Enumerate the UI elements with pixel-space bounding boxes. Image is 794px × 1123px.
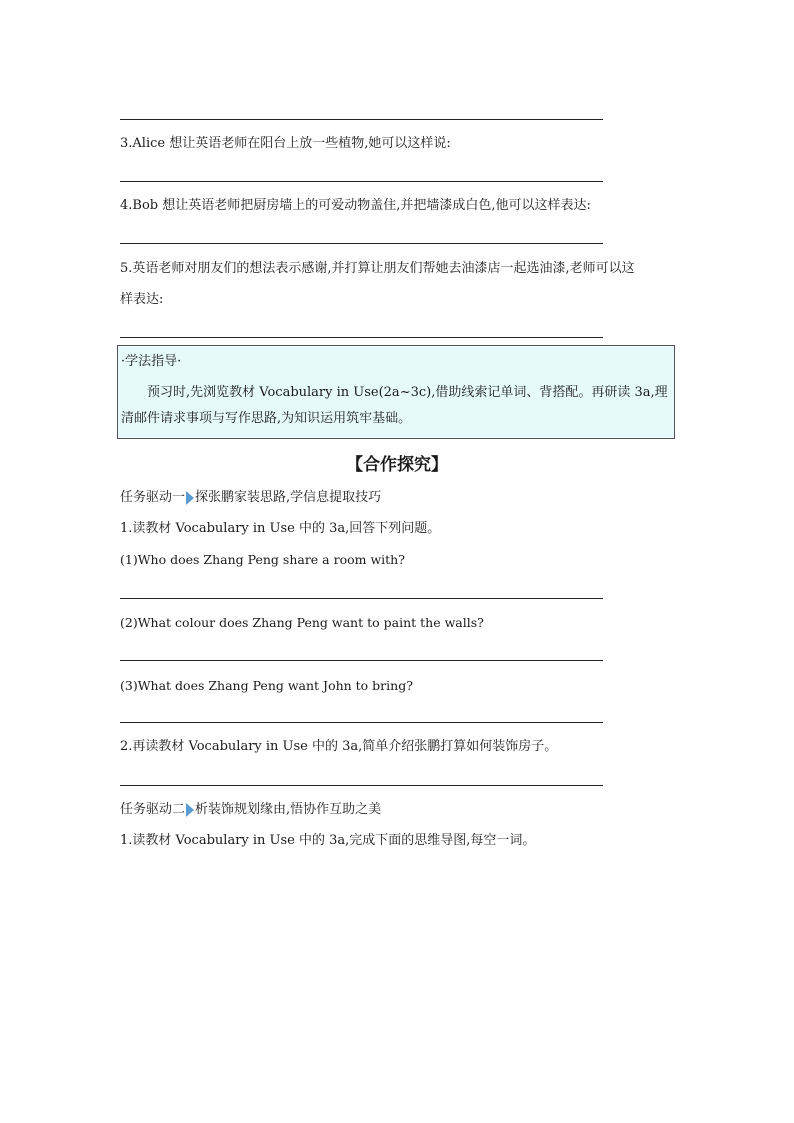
- answer-line-task1-q3[interactable]: [120, 722, 603, 723]
- task-1-question-3: (3)What does Zhang Peng want John to bring?: [120, 678, 413, 693]
- answer-line-task1-q1[interactable]: [120, 598, 603, 599]
- task-2-item-1: 1.读教材 Vocabulary in Use 中的 3a,完成下面的思维导图,每空一词。: [120, 833, 536, 848]
- task-1-item-1: 1.读教材 Vocabulary in Use 中的 3a,回答下列问题。: [120, 521, 441, 536]
- task-2-title: 析装饰规划缘由,悟协作互助之美: [195, 802, 382, 817]
- task-2-prefix: 任务驱动二: [120, 802, 186, 817]
- study-guide-box: [117, 345, 675, 439]
- task-2-heading: [120, 800, 381, 820]
- task-1-item-2: 2.再读教材 Vocabulary in Use 中的 3a,简单介绍张鹏打算如何装饰房子。: [120, 739, 558, 754]
- arrow-right-icon: [186, 491, 194, 505]
- answer-line-4[interactable]: [120, 243, 603, 244]
- question-5-line-2: 样表达:: [120, 292, 164, 307]
- task-1-title: 探张鹏家装思路,学信息提取技巧: [195, 490, 382, 505]
- task-1-prefix: 任务驱动一: [120, 490, 186, 505]
- question-4: 4.Bob 想让英语老师把厨房墙上的可爱动物盖住,并把墙漆成白色,他可以这样表达:: [120, 198, 591, 213]
- task-1-heading: [120, 488, 381, 508]
- question-3: 3.Alice 想让英语老师在阳台上放一些植物,她可以这样说:: [120, 136, 451, 151]
- answer-line-task1-item2[interactable]: [120, 785, 603, 786]
- answer-line-task1-q2[interactable]: [120, 660, 603, 661]
- study-guide-title: ·学法指导·: [121, 354, 182, 369]
- answer-line-3[interactable]: [120, 181, 603, 182]
- question-5-line-1: 5.英语老师对朋友们的想法表示感谢,并打算让朋友们帮她去油漆店一起选油漆,老师可以这: [120, 261, 635, 276]
- task-1-question-2: (2)What colour does Zhang Peng want to paint the walls?: [120, 615, 484, 630]
- section-title: 【合作探究】: [346, 455, 448, 475]
- answer-line-2[interactable]: [120, 119, 603, 120]
- answer-line-5[interactable]: [120, 337, 603, 338]
- task-1-question-1: (1)Who does Zhang Peng share a room with?: [120, 552, 405, 567]
- arrow-right-icon: [186, 803, 194, 817]
- study-guide-body: 预习时,先浏览教材 Vocabulary in Use(2a~3c),借助线索记单词、背搭配。再研读 3a,理清邮件请求事项与写作思路,为知识运用筑牢基础。: [121, 385, 668, 426]
